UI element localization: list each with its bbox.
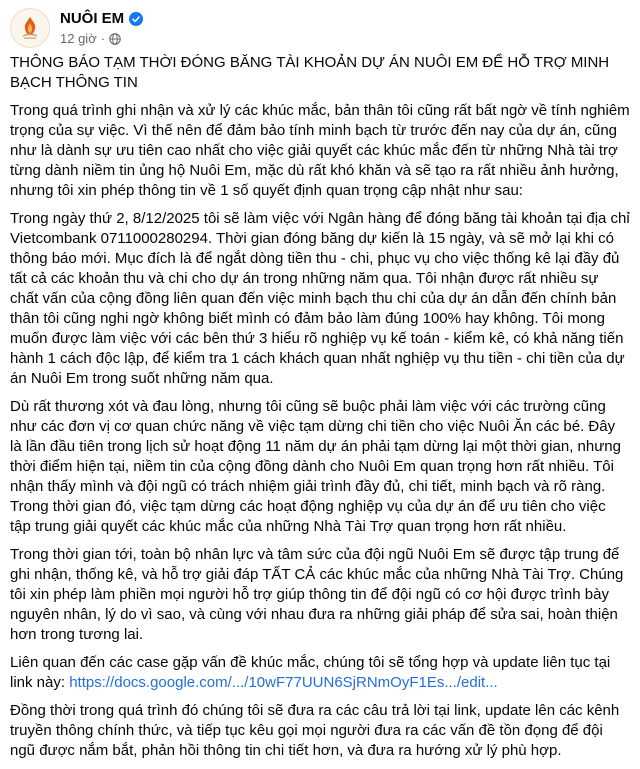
paragraph-intro: Trong quá trình ghi nhận và xử lý các khúc mắc, bản thân tôi cũng rất bất ngờ về tính nghiêm trọng của sự việc. Vì thế nên để đảm bảo tính minh bạch từ trước đến nay của dự án, cũng như là dành sự ưu tiên cao nhất cho việc giải quyết các khúc mắc đến từ những Nhà tài trợ từng dành niềm tin ủng hộ Nuôi Em, mặc dù rất khó khăn và sẽ tạo ra rất nhiều ảnh hưởng, nhưng tôi xin phép thông tin về 1 số quyết định quan trọng cập nhật như sau: <box>10 102 630 199</box>
paragraph-link-text: Liên quan đến các case gặp vấn đề khúc mắc, chúng tôi sẽ tổng hợp và update liên tục tại link này: <box>10 654 611 691</box>
separator-dot: · <box>100 31 106 46</box>
post-time-row <box>60 30 143 47</box>
post-timestamp[interactable]: 12 giờ <box>60 31 97 46</box>
google-docs-link[interactable]: https://docs.google.com/.../10wF77UUN6SjRNmOyF1Es.../edit... <box>69 674 498 691</box>
globe-icon[interactable] <box>109 33 121 45</box>
paragraph-closing: Đồng thời trong quá trình đó chúng tôi sẽ đưa ra các câu trả lời tại link, update lên các kênh truyền thông chính thức, và tiếp tục kêu gọi mọi người đưa ra các vấn đề tồn đọng để đội ngũ được nắm bắt, phản hồi thông tin chi tiết hơn, và đưa ra hướng xử lý phù hợp. <box>10 702 620 759</box>
paragraph-link <box>10 653 630 693</box>
post-meta <box>60 9 143 47</box>
post-body <box>10 53 630 769</box>
paragraph-team-focus: Trong thời gian tới, toàn bộ nhân lực và tâm sức của đội ngũ Nuôi Em sẽ được tập trung để ghi nhận, thống kê, và hỗ trợ giải đáp TẤT CẢ các khúc mắc của những Nhà Tài Trợ. Chúng tôi xin phép làm phiền mọi người hỗ trợ giúp thông tin để đội ngũ có cơ hội được trình bày nguyên nhân, lý do vì sao, và cùng với nhau đưa ra những giải pháp để sửa sai, hoàn thiện hơn trong tương lai. <box>10 546 624 643</box>
page-avatar[interactable] <box>10 8 50 48</box>
paragraph-pause-activities: Dù rất thương xót và đau lòng, nhưng tôi cũng sẽ buộc phải làm việc với các trường cũng như các đơn vị cơ quan chức năng về việc tạm dừng chi tiền cho việc Nuôi Ăn các bé. Đây là lần đầu tiên trong lịch sử hoạt động 11 năm dự án phải tạm dừng lại một thời gian, nhưng thời điểm hiện tại, niềm tin của cộng đồng dành cho Nuôi Em quan trọng hơn rất nhiều. Tôi nhận thấy mình và đội ngũ có trách nhiệm giải trình đầy đủ, chi tiết, minh bạch và rõ ràng. Trong thời gian đó, việc tạm dừng các hoạt động nghiệp vụ của dự án để ưu tiên cho việc tập trung giải quyết các khúc mắc của những Nhà Tài Trợ quan trọng hơn rất nhiều. <box>10 398 621 535</box>
nuoi-em-logo <box>17 15 43 41</box>
paragraph-account-freeze: Trong ngày thứ 2, 8/12/2025 tôi sẽ làm việc với Ngân hàng để đóng băng tài khoản tại địa chỉ Vietcombank 0711000280294. Thời gian đóng băng dự kiến là 15 ngày, và sẽ mở lại khi có thông báo mới. Mục đích là để ngắt dòng tiền thu - chi, phục vụ cho việc thống kê lại đầy đủ tất cả các khoản thu và chi cho dự án trong những năm qua. Tôi nhận được rất nhiều sự chất vấn của cộng đồng liên quan đến việc minh bạch thu chi của dự án dẫn đến chính bản thân tôi cũng nghi ngờ không biết mình có đảm bảo làm đúng 100% hay không. Tôi mong muốn được làm việc với các bên thứ 3 hiểu rõ nghiệp vụ kế toán - kiểm kê, có khả năng tiến hành 1 cách độc lập, để kiểm tra 1 cách khách quan nhất nghiệp vụ thu tiền - chi tiền của dự án Nuôi Em trong suốt những năm qua. <box>10 210 630 387</box>
page-name[interactable]: NUÔI EM <box>60 10 125 27</box>
verified-badge-icon <box>129 12 143 26</box>
post-header <box>10 6 143 50</box>
page-name-row <box>60 9 143 28</box>
post-title: THÔNG BÁO TẠM THỜI ĐÓNG BĂNG TÀI KHOẢN DỰ ÁN NUÔI EM ĐỂ HỖ TRỢ MINH BẠCH THÔNG TIN <box>10 54 610 91</box>
